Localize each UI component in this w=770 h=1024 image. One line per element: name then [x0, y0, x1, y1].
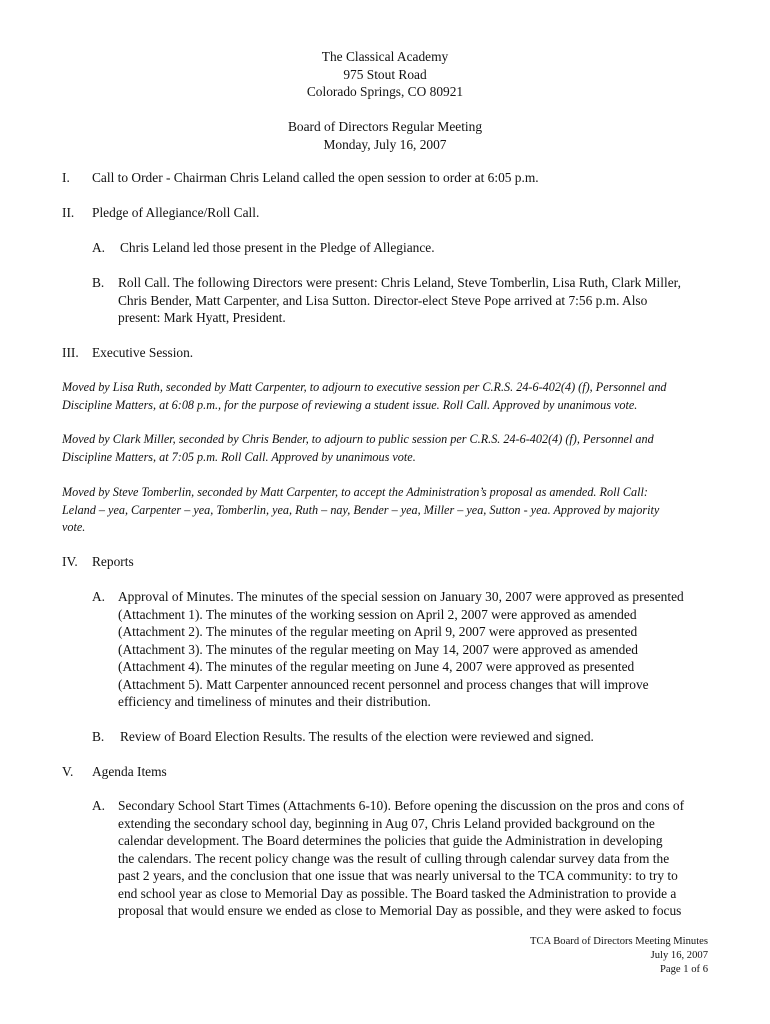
pledge-heading: Pledge of Allegiance/Roll Call.: [92, 205, 260, 220]
section-number: I.: [62, 170, 70, 185]
street-address: 975 Stout Road: [343, 66, 427, 82]
election-results-text: Review of Board Election Results. The results of the election were reviewed and signed.: [120, 729, 594, 744]
minutes-line: Approval of Minutes. The minutes of the special session on January 30, 2007 were approved as presented: [118, 589, 684, 604]
section-number: V.: [62, 764, 74, 779]
roll-call-line: Chris Bender, Matt Carpenter, and Lisa Sutton. Director-elect Steve Pope arrived at 7:56 p.m. Also: [118, 292, 648, 308]
pledge-text: Chris Leland led those present in the Pledge of Allegiance.: [120, 240, 435, 255]
minutes-line: efficiency and timeliness of minutes and their distribution.: [118, 694, 431, 709]
motion-line: Moved by Lisa Ruth, seconded by Matt Carpenter, to adjourn to executive session per C.R.S. 24-6-402(4) (f), Personnel and: [62, 380, 667, 394]
motion-line: Discipline Matters, at 7:05 p.m. Roll Call. Approved by unanimous vote.: [62, 449, 416, 464]
motion-line: Moved by Steve Tomberlin, seconded by Matt Carpenter, to accept the Administration’s proposal as amended. Roll Call:: [62, 485, 648, 499]
agenda-line: the calendars. The recent policy change was the result of culling through calendar survey data from the: [118, 850, 670, 866]
agenda-line: past 2 years, and the conclusion that one issue that was nearly universal to the TCA community: to try to: [118, 868, 678, 883]
school-name: The Classical Academy: [321, 49, 449, 64]
section-number: III.: [62, 345, 79, 360]
city-address: Colorado Springs, CO 80921: [306, 84, 464, 99]
minutes-line: (Attachment 1). The minutes of the working session on April 2, 2007 were approved as amended: [118, 606, 637, 622]
minutes-line: (Attachment 2). The minutes of the regular meeting on April 9, 2007 were approved as presented: [118, 624, 638, 639]
reports-heading: Reports: [92, 554, 134, 569]
section-number: II.: [62, 205, 75, 220]
page-number: Page 1 of 6: [660, 964, 708, 975]
meeting-title: Board of Directors Regular Meeting: [287, 119, 483, 134]
executive-session-heading: Executive Session.: [92, 345, 194, 360]
item-letter: A.: [92, 798, 106, 813]
item-letter: A.: [92, 240, 106, 255]
call-to-order-text: Call to Order - Chairman Chris Leland called the open session to order at 6:05 p.m.: [92, 170, 539, 185]
roll-call-line: present: Mark Hyatt, President.: [118, 310, 286, 325]
motion-line: Leland – yea, Carpenter – yea, Tomberlin, yea, Ruth – nay, Bender – yea, Miller – yea, Sutton - yea. Approved by majority: [62, 502, 660, 517]
minutes-line: (Attachment 4). The minutes of the regular meeting on June 4, 2007 were approved as presented: [118, 659, 635, 674]
agenda-line: extending the secondary school day, beginning in Aug 07, Chris Leland provided background on the: [118, 815, 655, 831]
footer-date: July 16, 2007: [650, 950, 708, 961]
minutes-line: (Attachment 3). The minutes of the regular meeting on May 14, 2007 were approved as amended: [118, 641, 638, 657]
agenda-line: end school year as close to Memorial Day as possible. The Board tasked the Administration to provide a: [118, 885, 677, 901]
agenda-items-heading: Agenda Items: [92, 764, 167, 779]
agenda-line: Secondary School Start Times (Attachments 6-10). Before opening the discussion on the pros and cons of: [118, 798, 685, 813]
motion-line: Moved by Clark Miller, seconded by Chris Bender, to adjourn to public session per C.R.S. 24-6-402(4) (f), Personnel and: [62, 432, 654, 446]
roll-call-line: Roll Call. The following Directors were present: Chris Leland, Steve Tomberlin, Lisa Ruth, Clark Miller,: [118, 275, 681, 290]
section-number: IV.: [62, 554, 78, 569]
agenda-line: calendar development. The Board determines the policies that guide the Administration in developing: [118, 833, 663, 848]
motion-line: vote.: [62, 520, 86, 534]
meeting-date: Monday, July 16, 2007: [323, 136, 447, 152]
item-letter: A.: [92, 589, 106, 604]
agenda-line: proposal that would ensure we ended as close to Memorial Day as possible, and they were asked to focus: [118, 903, 682, 918]
motion-line: Discipline Matters, at 6:08 p.m., for the purpose of reviewing a student issue. Roll Call. Approved by unanimous vote.: [62, 397, 638, 412]
minutes-line: (Attachment 5). Matt Carpenter announced recent personnel and process changes that will improve: [118, 676, 649, 692]
footer-title: TCA Board of Directors Meeting Minutes: [529, 936, 708, 947]
item-letter: B.: [92, 275, 105, 290]
item-letter: B.: [92, 729, 105, 744]
